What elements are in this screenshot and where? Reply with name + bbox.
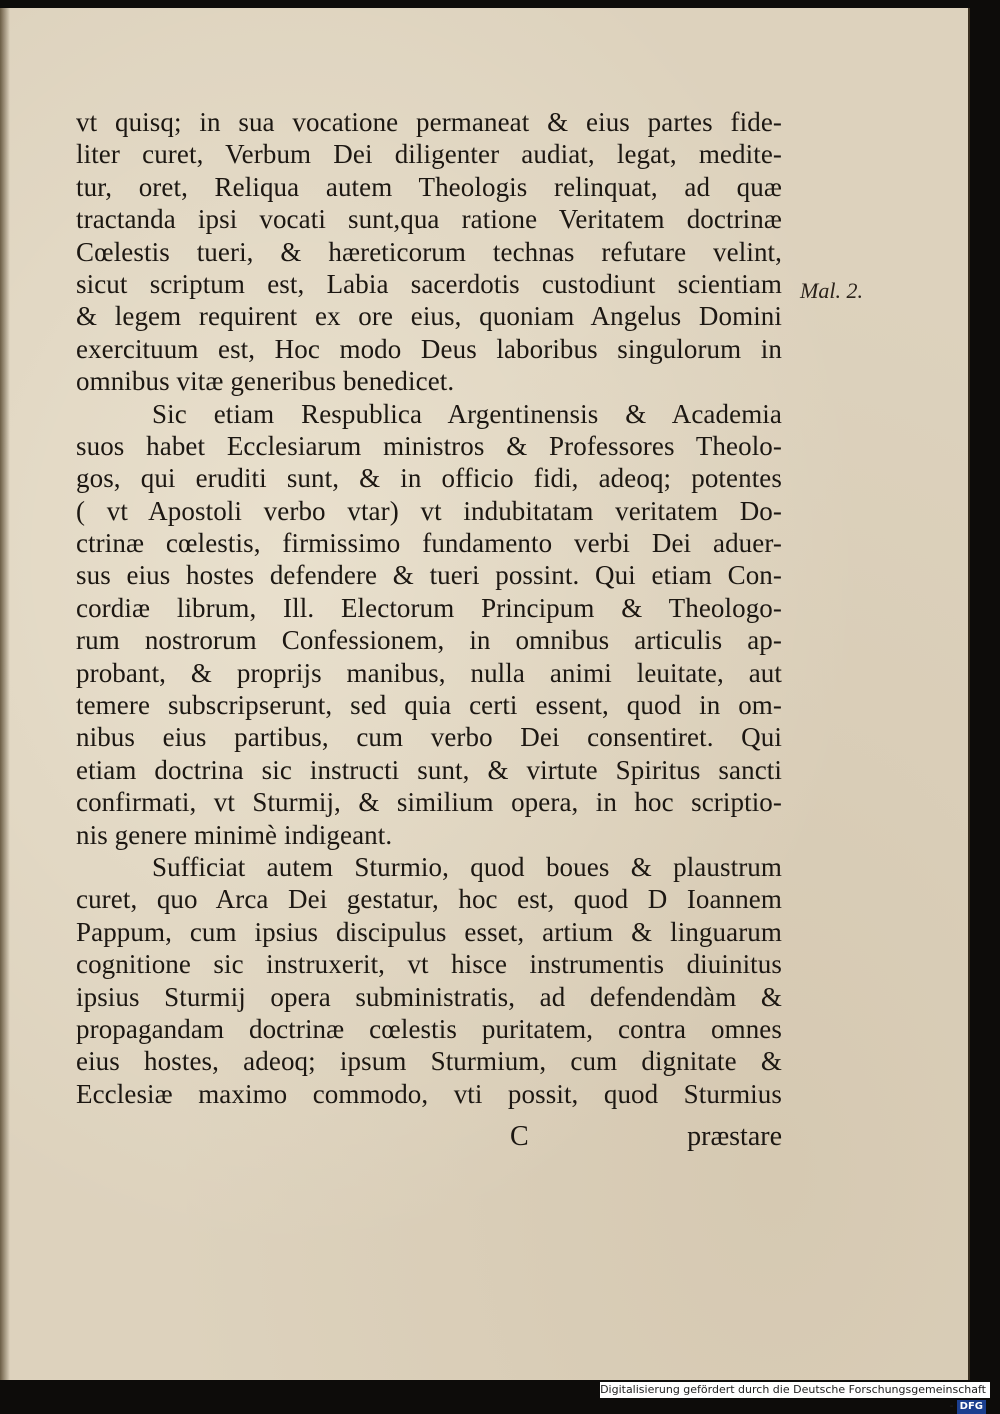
text-line: sicut scriptum est, Labia sacerdotis custodiunt scientiam <box>76 268 782 299</box>
margin-note: Mal. 2. <box>800 278 863 303</box>
text-line: & legem requirent ex ore eius, quoniam Angelus Domini <box>76 301 782 332</box>
page-spine-shadow <box>0 8 10 1380</box>
text-line: liter curet, Verbum Dei diligenter audiat, legat, medite- <box>76 139 782 170</box>
page-bottom-row <box>76 1121 782 1157</box>
scanned-page <box>0 8 970 1380</box>
text-line: cognitione sic instruxerit, vt hisce instrumentis diuinitus <box>76 949 782 980</box>
text-line: etiam doctrina sic instructi sunt, & virtute Spiritus sancti <box>76 754 782 785</box>
paragraph-start: Sic etiam Respublica Argentinensis & Academia <box>152 398 782 429</box>
catchword: præstare <box>687 1121 782 1152</box>
text-line: gos, qui eruditi sunt, & in officio fidi, adeoq; potentes <box>76 463 782 494</box>
text-line: ctrinæ cœlestis, firmissimo fundamento verbi Dei aduer- <box>76 528 782 559</box>
text-line: probant, & proprijs manibus, nulla animi leuitate, aut <box>76 657 782 688</box>
text-line: propagandam doctrinæ cœlestis puritatem, contra omnes <box>76 1013 782 1044</box>
text-line: exercituum est, Hoc modo Deus laboribus singulorum in <box>76 333 782 364</box>
text-line: Ecclesiæ maximo commodo, vti possit, quod Sturmius <box>76 1078 782 1109</box>
text-line: ipsius Sturmij opera subministratis, ad defendendàm & <box>76 981 782 1012</box>
text-line: sus eius hostes defendere & tueri possint. Qui etiam Con- <box>76 560 782 591</box>
text-line: nibus eius partibus, cum verbo Dei consentiret. Qui <box>76 722 782 753</box>
text-line: Pappum, cum ipsius discipulus esset, artium & linguarum <box>76 916 782 947</box>
text-line: curet, quo Arca Dei gestatur, hoc est, quod D Ioannem <box>76 884 782 915</box>
text-line: Cœlestis tueri, & hæreticorum technas refutare velint, <box>76 236 782 267</box>
text-line: nis genere minimè indigeant. <box>76 819 393 850</box>
text-line: tur, oret, Reliqua autem Theologis relinquat, ad quæ <box>76 171 782 202</box>
footer-text: Digitalisierung gefördert durch die Deutsche Forschungsgemeinschaft - <box>600 1383 986 1412</box>
text-line: confirmati, vt Sturmij, & similium opera, in hoc scriptio- <box>76 787 782 818</box>
text-line: rum nostrorum Confessionem, in omnibus articulis ap- <box>76 625 782 656</box>
text-line: eius hostes, adeoq; ipsum Sturmium, cum dignitate & <box>76 1046 782 1077</box>
text-line: suos habet Ecclesiarum ministros & Professores Theolo- <box>76 430 782 461</box>
dfg-logo-icon: DFG <box>957 1400 986 1414</box>
paragraph-start: Sufficiat autem Sturmio, quod boues & plaustrum <box>152 851 782 882</box>
text-line: tractanda ipsi vocati sunt,qua ratione Veritatem doctrinæ <box>76 204 782 235</box>
signature-mark: C <box>510 1121 529 1152</box>
text-block <box>76 106 782 1110</box>
text-line: ( vt Apostoli verbo vtar) vt indubitatam veritatem Do- <box>76 495 782 526</box>
text-line: temere subscripserunt, sed quia certi essent, quod in om- <box>76 690 782 721</box>
text-line: cordiæ librum, Ill. Electorum Principum & Theologo- <box>76 592 782 623</box>
text-line: omnibus vitæ generibus benedicet. <box>76 366 455 397</box>
digitization-footer <box>600 1382 990 1412</box>
text-line: vt quisq; in sua vocatione permaneat & eius partes fide- <box>76 107 782 137</box>
